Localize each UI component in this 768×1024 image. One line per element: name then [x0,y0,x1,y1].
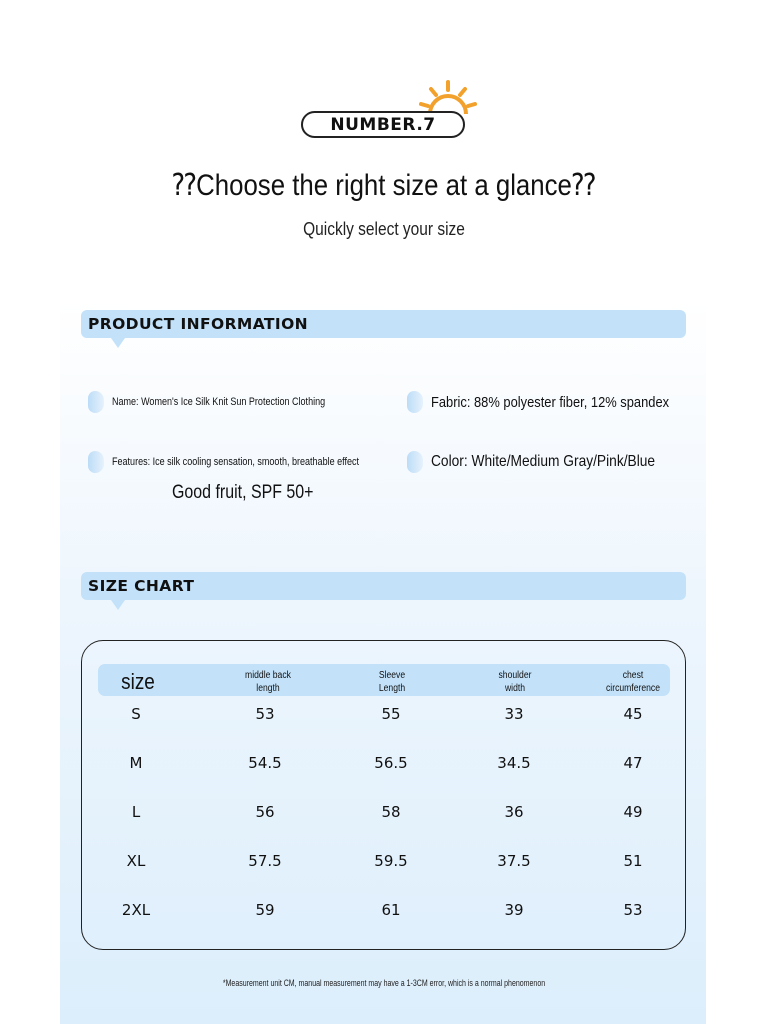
header-pointer [111,600,125,610]
table-cell: 61 [381,901,401,919]
table-cell: 55 [381,705,401,723]
column-header-size: size [121,669,155,694]
table-cell: 45 [623,705,643,723]
table-cell: 33 [504,705,524,723]
table-cell: L [131,803,141,821]
info-text: Features: Ice silk cooling sensation, smooth, breathable effect [112,456,360,468]
table-cell: 36 [504,803,524,821]
table-cell: 54.5 [248,754,282,772]
table-cell: 56 [255,803,275,821]
page-subheading: Quickly select your size [303,219,465,239]
size-chart-header [81,572,686,600]
measurement-footnote: *Measurement unit CM, manual measurement may have a 1-3CM error, which is a normal phenomenon [222,978,546,988]
page-headline: ⁇Choose the right size at a glance⁇ [172,169,596,202]
table-cell: 37.5 [497,852,531,870]
table-cell: 49 [623,803,643,821]
table-cell: 51 [623,852,643,870]
column-header-shoulder-width: shoulder width [498,670,532,694]
info-text: Fabric: 88% polyester fiber, 12% spandex [431,393,670,411]
table-cell: M [129,754,143,772]
info-text: Name: Women's Ice Silk Knit Sun Protection Clothing [112,396,326,408]
info-item-fabric [407,391,708,413]
info-item-features [88,451,413,473]
table-cell: 39 [504,901,524,919]
table-cell: 56.5 [374,754,408,772]
table-cell: 47 [623,754,643,772]
column-header-sleeve-length: Sleeve Length [378,670,406,694]
size-chart-title: SIZE CHART [88,577,195,595]
table-cell: 34.5 [497,754,531,772]
bullet-icon [407,391,423,413]
bullet-icon [407,451,423,473]
info-item-color [407,451,692,473]
table-cell: 53 [255,705,275,723]
table-cell: 2XL [121,901,151,919]
size-table [81,640,686,950]
number-badge: NUMBER.7 [301,111,465,138]
table-cell: 57.5 [248,852,282,870]
bullet-icon [88,391,104,413]
product-info-title: PRODUCT INFORMATION [88,315,309,333]
column-header-back-length: middle back length [245,670,291,694]
table-cell: 53 [623,901,643,919]
info-item-name [88,391,372,413]
table-cell: S [131,705,141,723]
table-cell: XL [126,852,146,870]
info-text: Color: White/Medium Gray/Pink/Blue [431,453,656,470]
info-extra: Good fruit, SPF 50+ [172,482,314,503]
product-info-header [81,310,686,338]
column-header-chest: chest circumference [605,670,661,694]
table-cell: 59.5 [374,852,408,870]
header-pointer [111,338,125,348]
bullet-icon [88,451,104,473]
table-header-row [98,664,670,696]
table-cell: 59 [255,901,275,919]
table-cell: 58 [381,803,401,821]
